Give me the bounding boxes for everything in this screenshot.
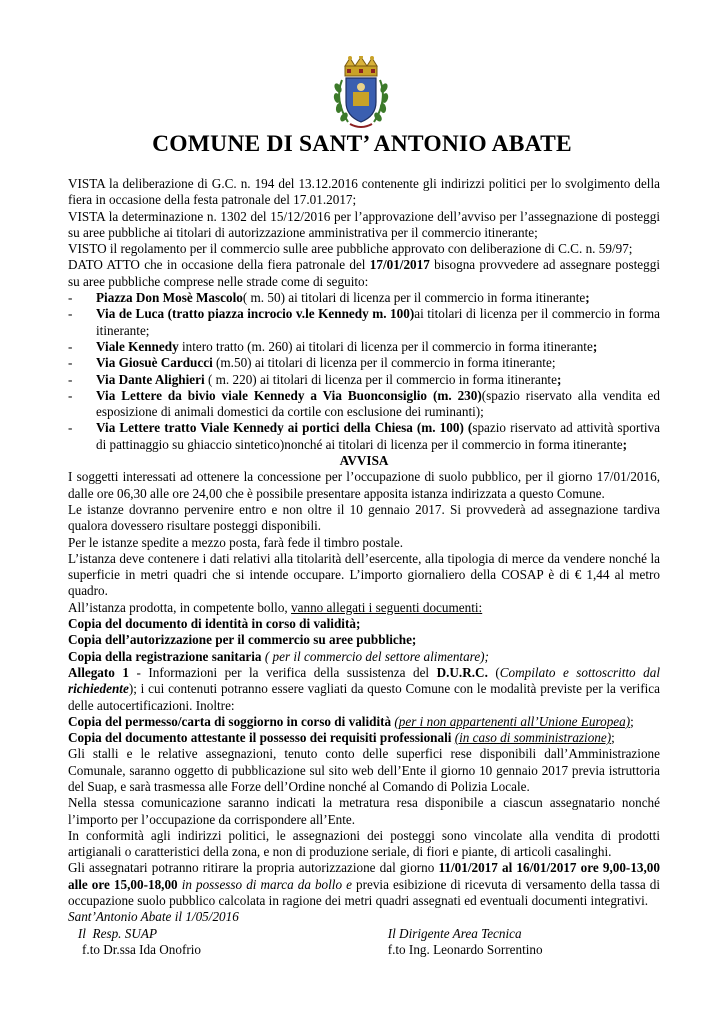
- doc-identita: Copia del documento di identità in corso di validità;: [68, 616, 361, 632]
- doc-registrazione-note: ( per il commercio del settore alimentare);: [261, 648, 489, 664]
- dash-marker: -: [68, 420, 73, 436]
- dato-atto-text-end: bisogna provvedere ad assegnare posteggi su aree pubbliche comprese nelle strade come di seguito:: [68, 257, 660, 289]
- street-item: [68, 355, 660, 371]
- street-name: Via Dante Alighieri: [96, 371, 205, 387]
- doc-requisiti: [68, 730, 660, 746]
- allegato-1-italic: Compilato e sottoscritto dal: [499, 664, 660, 680]
- resp-suap-name: f.to Dr.ssa Ida Onofrio: [82, 941, 202, 957]
- allegato-1-richiedente: richiedente: [68, 681, 129, 697]
- allegato-1-label: Allegato 1: [68, 664, 129, 680]
- street-name: Via Lettere da bivio viale Kennedy a Via Buonconsiglio (m. 230): [96, 387, 482, 403]
- allegato-1-durc: D.U.R.C.: [436, 664, 488, 680]
- street-item: [68, 306, 660, 339]
- closing-paragraph: Gli stalli e le relative assegnazioni, tenuto conto delle superfici rese disponibili dall’Amministrazione Comunale, saranno oggetto di pubblicazione sul sito web dell’Ente il giorno 10 gennaio 2017 previa istruttoria del Suap, e sarà trasmessa alle Forze dell’Ordine nonché al Comando di Polizia Locale.: [68, 746, 660, 794]
- dirigente-name: f.to Ing. Leonardo Sorrentino: [387, 941, 543, 957]
- ritiro-dates: 11/01/2017 al 16/01/2017 ore 9,00-13,00 alle ore 15,00-18,00: [68, 860, 660, 892]
- closing-paragraph: In conformità agli indirizzi politici, le assegnazioni dei posteggi sono vincolate alla vendita di prodotti artigianali o caratteristici della zona, e non di produzione seriale, di fiori e piante, di articoli casalinghi.: [68, 827, 660, 860]
- municipal-crest-logo: [326, 56, 396, 132]
- street-desc: ( m. 220) ai titolari di licenza per il commercio in forma itinerante: [204, 371, 557, 387]
- street-text: [96, 339, 660, 355]
- street-desc: spazio riservato ad attività sportiva di pattinaggio su ghiaccio sintetico)nonché ai titolari di licenza per il commercio in forma itinerante: [96, 420, 661, 452]
- preamble-visto: VISTO il regolamento per il commercio sulle aree pubbliche approvato con deliberazione di C.C. n. 59/97;: [68, 241, 633, 257]
- street-text: [96, 290, 660, 306]
- dash-marker: -: [68, 306, 73, 322]
- street-text: [96, 420, 660, 453]
- allegato-1: [68, 665, 660, 714]
- preamble-vista-2: VISTA la determinazione n. 1302 del 15/12/2016 per l’approvazione dell’avviso per l’assegnazione di posteggi su aree pubbliche ai titolari di autorizzazione amministrativa per il commercio itinerante;: [68, 208, 660, 240]
- doc-requisiti-end: ;: [611, 730, 615, 746]
- street-end: ;: [622, 436, 627, 452]
- ritiro-text-end: previa esibizione di ricevuta di versamento della tassa di occupazione suolo pubblico calcolata in ragione dei metri quadri assegnati ed eventuali documenti integrativi.: [68, 876, 660, 909]
- dash-marker: -: [68, 387, 73, 403]
- doc-permesso-note: (per i non appartenenti all’Unione Europea): [394, 713, 631, 729]
- place-date: Sant’Antonio Abate il 1/05/2016: [68, 909, 239, 925]
- ritiro-text: Gli assegnatari potranno ritirare la propria autorizzazione dal giorno: [68, 860, 439, 876]
- dash-marker: -: [68, 371, 73, 387]
- doc-registrazione: [68, 649, 660, 665]
- allegati-intro-underlined: vanno allegati i seguenti documenti:: [291, 599, 483, 615]
- street-desc: ( m. 50) ai titolari di licenza per il commercio in forma itinerante: [242, 290, 586, 306]
- ritiro-paragraph: [68, 860, 660, 909]
- page-title: COMUNE DI SANT’ ANTONIO ABATE: [152, 131, 572, 157]
- street-item: [68, 420, 660, 453]
- dato-atto-paragraph: [68, 257, 660, 290]
- street-name: Via Lettere tratto Viale Kennedy ai portici della Chiesa (m. 100) (: [96, 420, 473, 436]
- doc-requisiti-note: (in caso di somministrazione): [454, 730, 612, 746]
- signature-roles: [68, 926, 660, 942]
- doc-requisiti-label: Copia del documento attestante il possesso dei requisiti professionali: [68, 730, 452, 746]
- allegato-1-text: - Informazioni per la verifica della sussistenza del: [128, 664, 437, 680]
- allegato-1-paren: (: [487, 664, 500, 680]
- allegato-1-text-end: ); i cui contenuti potranno essere vagliati da questo Comune con le modalità previste per la verifica delle autocertificazioni. Inoltre:: [68, 681, 660, 713]
- street-item: [68, 388, 660, 421]
- street-desc: intero tratto (m. 260) ai titolari di licenza per il commercio in forma itinerante: [178, 338, 593, 354]
- street-name: Via de Luca (tratto piazza incrocio v.le Kennedy m. 100): [96, 306, 415, 322]
- street-name: Via Giosuè Carducci: [96, 355, 213, 371]
- doc-registrazione-label: Copia della registrazione sanitaria: [68, 648, 262, 664]
- dash-marker: -: [68, 338, 73, 354]
- street-item: [68, 290, 660, 306]
- avvisa-heading: AVVISA: [339, 453, 389, 469]
- closing-paragraph: Nella stessa comunicazione saranno indicati la metratura resa disponibile a ciascun assegnatario nonché l’importo per l’occupazione da corrispondere all’Ente.: [68, 795, 660, 827]
- street-end: ;: [585, 290, 590, 306]
- document-body: [68, 176, 660, 958]
- street-name: Viale Kennedy: [96, 338, 179, 354]
- doc-permesso-soggiorno: [68, 714, 660, 730]
- allegati-intro: [68, 600, 660, 616]
- preamble-vista-1: VISTA la deliberazione di G.C. n. 194 del 13.12.2016 contenente gli indirizzi politici per lo svolgimento della fiera in occasione della festa patronale del 17.01.2017;: [68, 176, 660, 208]
- avviso-paragraph: L’istanza deve contenere i dati relativi alla titolarità dell’esercente, alla tipologia di merce da vendere nonché la superficie in metri quadri che si intende occupare. L’importo giornaliero della COSAP è di € 1,44 al metro quadro.: [68, 550, 660, 599]
- street-desc: ai titolari di licenza per il commercio in forma itinerante;: [96, 306, 661, 338]
- street-item: [68, 339, 660, 355]
- street-item: [68, 372, 660, 388]
- street-text: [96, 355, 660, 371]
- dash-marker: -: [68, 290, 73, 306]
- street-name: Piazza Don Mosè Mascolo: [96, 290, 243, 306]
- dato-atto-text: DATO ATTO che in occasione della fiera patronale del: [68, 257, 370, 273]
- doc-autorizzazione: Copia dell’autorizzazione per il commercio su aree pubbliche;: [68, 632, 417, 648]
- ritiro-bollo: in possesso di marca da bollo e: [177, 876, 352, 892]
- dash-marker: -: [68, 355, 73, 371]
- signature-names: [68, 942, 660, 958]
- dato-atto-date: 17/01/2017: [369, 257, 430, 273]
- dirigente-role: Il Dirigente Area Tecnica: [387, 925, 522, 941]
- doc-permesso-label: Copia del permesso/carta di soggiorno in corso di validità: [68, 713, 392, 729]
- street-desc: (spazio riservato alla vendita ed esposizione di animali domestici da cortile con esclusione dei ruminanti);: [96, 387, 661, 420]
- street-text: [96, 372, 660, 388]
- street-text: [96, 306, 660, 339]
- street-text: [96, 388, 660, 421]
- street-end: ;: [592, 338, 598, 354]
- avviso-paragraph: Per le istanze spedite a mezzo posta, farà fede il timbro postale.: [68, 534, 404, 550]
- resp-suap-role: Il Resp. SUAP: [68, 925, 157, 941]
- avviso-paragraph: I soggetti interessati ad ottenere la concessione per l’occupazione di suolo pubblico, per il giorno 17/01/2016, dalle ore 06,30 alle ore 24,00 che è possibile presentare apposita istanza indirizzata a questo Comune.: [68, 469, 660, 501]
- street-desc: (m.50) ai titolari di licenza per il commercio in forma itinerante;: [212, 355, 556, 371]
- street-end: ;: [556, 371, 562, 387]
- doc-permesso-end: ;: [630, 713, 634, 729]
- avviso-paragraph: Le istanze dovranno pervenire entro e non oltre il 10 gennaio 2017. Si provvederà ad assegnazione tardiva qualora dovessero risultare posteggi disponibili.: [68, 501, 660, 534]
- allegati-intro-text: All’istanza prodotta, in competente bollo,: [68, 599, 292, 615]
